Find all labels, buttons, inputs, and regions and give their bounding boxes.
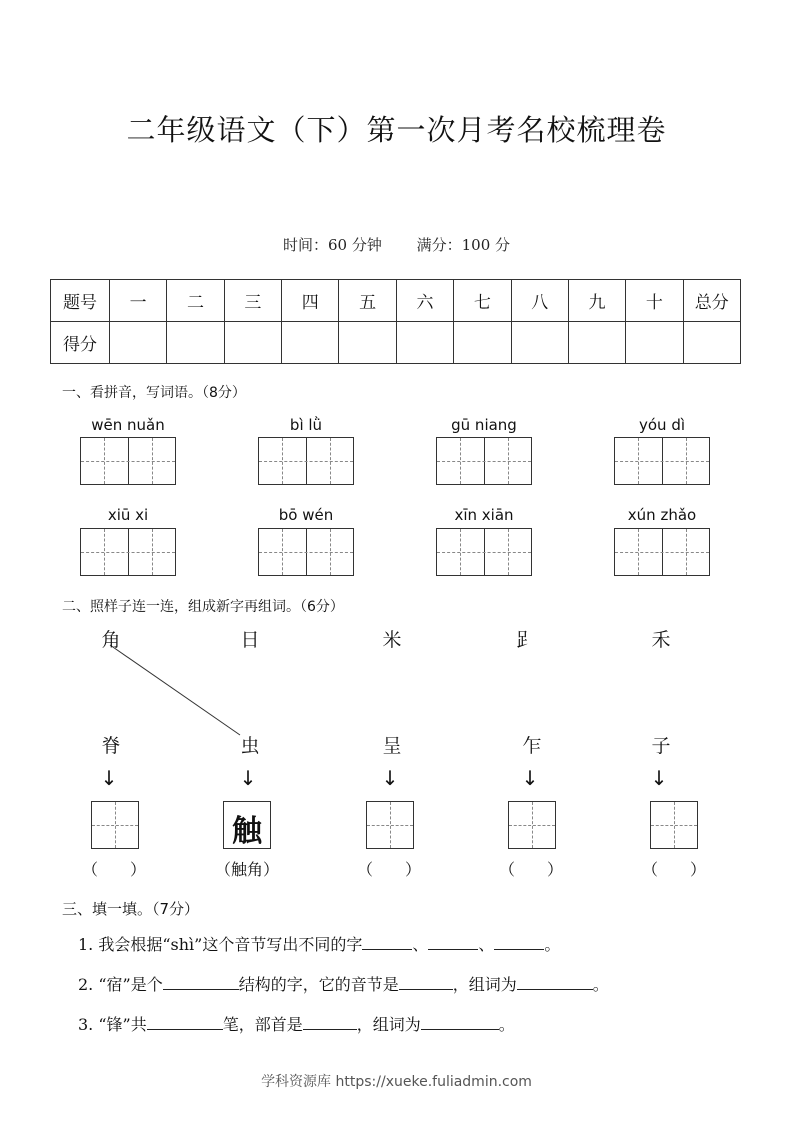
down-arrow-icon: ↓ [100,766,118,790]
section1-heading: 一、看拼音，写词语。（8分） [62,385,246,401]
separator: 、 [478,935,495,954]
word-answer[interactable]: （ ） [356,860,421,879]
down-arrow-icon: ↓ [650,766,668,790]
radical-char[interactable]: 角 [101,629,121,651]
header-cell: 四 [282,280,339,322]
answer-blank[interactable] [303,1015,357,1030]
down-arrow-icon: ↓ [381,766,399,790]
down-arrow-icon: ↓ [239,766,257,790]
q2-text-b: 结构的字，它的音节是 [238,975,399,994]
header-cell: 一 [110,280,167,322]
radical-char[interactable]: 禾 [651,629,671,651]
question-2 [78,972,609,995]
header-cell: 五 [339,280,396,322]
header-cell: 题号 [51,280,110,322]
answer-blank[interactable] [163,975,239,990]
answer-blank[interactable] [494,935,544,950]
header-cell: 总分 [683,280,740,322]
pinyin-label: yóu dì [638,416,686,434]
radical-char[interactable]: 日 [240,629,260,651]
page-title: 二年级语文（下）第一次月考名校梳理卷 [126,113,667,147]
question-1 [78,932,560,955]
word-answer[interactable]: （ ） [498,860,563,879]
new-char-box[interactable] [650,801,698,849]
down-arrow-icon: ↓ [521,766,539,790]
word-answer[interactable]: （ ） [641,860,706,879]
header-cell: 十 [626,280,683,322]
pinyin-label: xiū xi [107,506,149,524]
pinyin-label: bō wén [278,506,334,524]
end-mark: 。 [498,1015,515,1034]
header-cell: 二 [167,280,224,322]
answer-blank[interactable] [362,935,412,950]
answer-blank[interactable] [517,975,593,990]
answer-blank[interactable] [147,1015,223,1030]
q2-text-c: ，组词为 [452,975,517,994]
q2-text-a: 2. “宿”是个 [78,975,163,994]
new-char-box[interactable] [366,801,414,849]
q3-text-a: 3. “锋”共 [78,1015,147,1034]
component-char[interactable]: 乍 [522,735,542,757]
end-mark: 。 [544,935,561,954]
radical-char[interactable]: 𧾷 [516,629,536,651]
header-cell: 七 [454,280,511,322]
footer-watermark: 学科资源库 https://xueke.fuliadmin.com [261,1074,532,1090]
component-char[interactable]: 呈 [382,735,402,757]
header-cell: 八 [511,280,568,322]
new-char-box[interactable] [508,801,556,849]
answer-blank[interactable] [399,975,453,990]
radical-char[interactable]: 米 [382,629,402,651]
pinyin-label: gū niang [451,416,517,434]
full-score-label: 满分：100 分 [416,236,511,254]
pinyin-label: xún zhǎo [627,506,697,524]
q1-text: 1. 我会根据“shì”这个音节写出不同的字 [78,935,363,954]
word-answer: （触角） [214,860,279,879]
answer-blank[interactable] [428,935,478,950]
component-char[interactable]: 虫 [240,735,260,757]
q3-text-c: ，组词为 [356,1015,421,1034]
example-char-box [223,801,271,849]
header-cell: 九 [568,280,625,322]
time-label: 时间：60 分钟 [282,236,382,254]
component-char[interactable]: 子 [651,735,671,757]
separator: 、 [412,935,429,954]
word-answer[interactable]: （ ） [81,860,146,879]
pinyin-label: xīn xiān [454,506,514,524]
row-label: 得分 [51,322,110,364]
header-cell: 六 [396,280,453,322]
question-3 [78,1012,515,1035]
pinyin-label: bì lǜ [289,416,323,434]
answer-blank[interactable] [421,1015,499,1030]
pinyin-label: wēn nuǎn [91,416,165,434]
header-cell: 三 [224,280,281,322]
q3-text-b: 笔，部首是 [222,1015,303,1034]
end-mark: 。 [592,975,609,994]
new-char-box[interactable] [91,801,139,849]
component-char[interactable]: 脊 [101,735,121,757]
section3-heading: 三、填一填。（7分） [62,900,200,918]
example-char: 触 [232,814,262,849]
section2-heading: 二、照样子连一连，组成新字再组词。（6分） [62,599,344,615]
